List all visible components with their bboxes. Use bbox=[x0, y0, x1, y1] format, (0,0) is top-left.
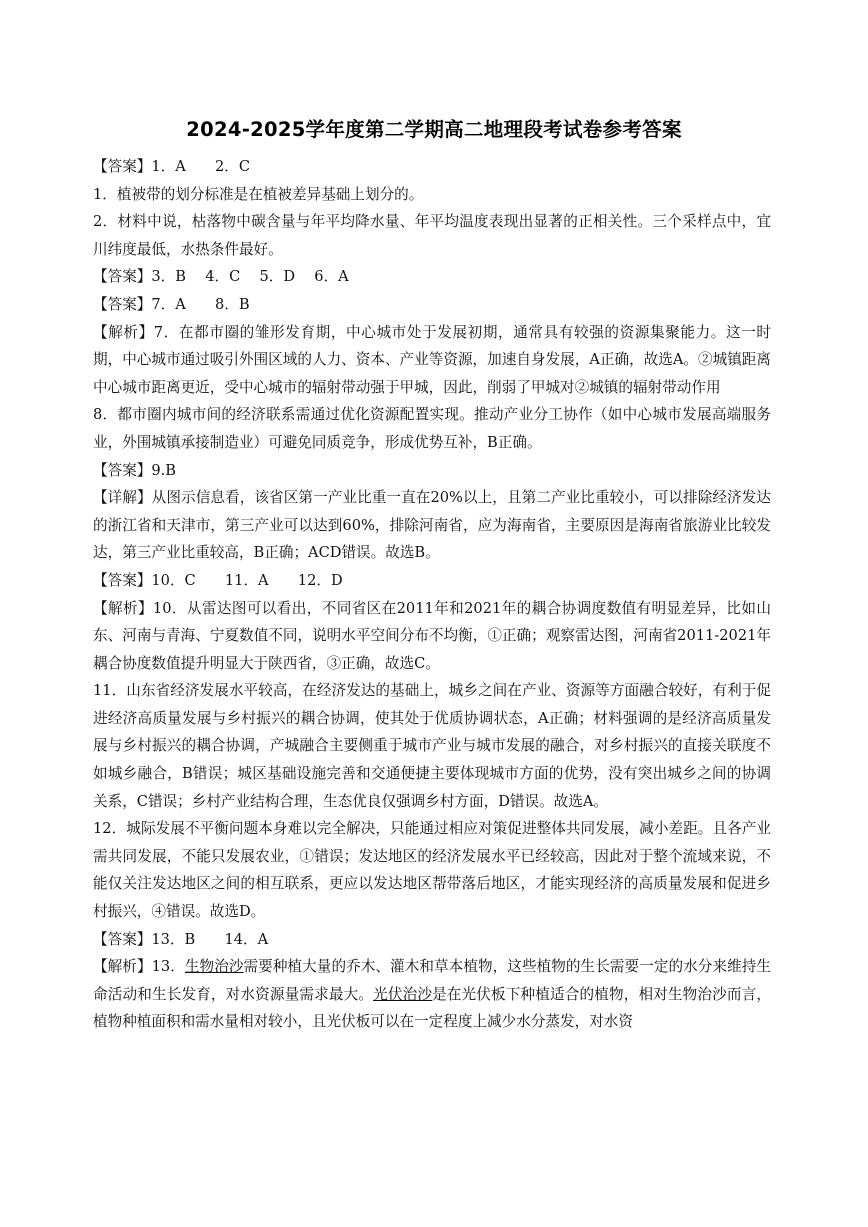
analysis-paragraph-last bbox=[93, 953, 771, 1036]
underlined-term: 光伏治沙 bbox=[373, 985, 433, 1003]
analysis-text: 需要种植大量的乔木、灌木和草本植物，这些植物的生长需要一定的水分来维持生命活动和生长发育，对水资源量需求最大。 bbox=[93, 958, 771, 1003]
analysis-paragraph: 【详解】从图示信息看，该省区第一产业比重一直在20%以上，且第二产业比重较小，可以排除经济发达的浙江省和天津市，第三产业可以达到60%，排除河南省，应为海南省，主要原因是海南省旅游业比较发达，第三产业比重较高，B正确；ACD错误。故选B。 bbox=[93, 489, 771, 562]
answer-line: 1．植被带的划分标准是在植被差异基础上划分的。 bbox=[93, 185, 424, 203]
analysis-text: 是在光伏板下种植适合的植物，相对生物治沙而言，植物种植面积和需水量相对较小，且光伏板可以在一定程度上减少水分蒸发，对水资 bbox=[93, 985, 771, 1031]
analysis-paragraph: 【解析】7．在都市圈的雏形发育期，中心城市处于发展初期，通常具有较强的资源集聚能力。这一时期，中心城市通过吸引外围区域的人力、资本、产业等资源，加速自身发展，A正确，故选A。②城镇距离中心城市距离更近，受中心城市的辐射带动强于甲城，因此，削弱了甲城对②城镇的辐射带动作用 bbox=[93, 323, 771, 396]
answer-line: 【答案】10．C 11．A 12．D bbox=[93, 571, 343, 589]
answer-line: 【答案】13．B 14．A bbox=[93, 930, 269, 948]
analysis-paragraph: 12．城际发展不平衡问题本身难以完全解决，只能通过相应对策促进整体共同发展，减小差距。且各产业需共同发展，不能只发展农业，①错误；发达地区的经济发展水平已经较高，因此对于整个流域来说，不能仅关注发达地区之间的相互联系，更应以发达地区帮带落后地区，才能实现经济的高质量发展和促进乡村振兴，④错误。故选D。 bbox=[93, 820, 771, 921]
analysis-paragraph: 11．山东省经济发展水平较高，在经济发达的基础上，城乡之间在产业、资源等方面融合较好，有利于促进经济高质量发展与乡村振兴的耦合协调，使其处于优质协调状态，A正确；材料强调的是经济高质量发展与乡村振兴的耦合协调，产城融合主要侧重于城市产业与城市发展的融合，对乡村振兴的直接关联度不如城乡融合，B错误；城区基础设施完善和交通便捷主要体现城市方面的优势，没有突出城乡之间的协调关系，C错误；乡村产业结构合理，生态优良仅强调乡村方面，D错误。故选A。 bbox=[93, 682, 771, 810]
answer-line: 2．材料中说，枯落物中碳含量与年平均降水量、年平均温度表现出显著的正相关性。三个采样点中，宜川纬度最低，水热条件最好。 bbox=[93, 213, 771, 258]
analysis-paragraph: 【解析】10．从雷达图可以看出，不同省区在2011年和2021年的耦合协调度数值有明显差异，比如山东、河南与青海、宁夏数值不同，说明水平空间分布不均衡，①正确；观察雷达图，河南省2011-2021年耦合协度数值提升明显大于陕西省，③正确，故选C。 bbox=[93, 599, 771, 672]
answer-line: 【答案】3．B 4．C 5．D 6．A bbox=[93, 268, 349, 286]
page-title: 2024-2025学年度第二学期高二地理段考试卷参考答案 bbox=[186, 118, 682, 141]
answer-content bbox=[93, 153, 771, 1036]
answer-line: 【答案】1．A 2．C bbox=[93, 158, 251, 175]
answer-line: 【答案】7．A 8．B bbox=[93, 295, 250, 313]
underlined-term: 生物治沙 bbox=[184, 958, 244, 976]
answer-line: 【答案】9.B bbox=[93, 461, 177, 479]
analysis-paragraph: 8．都市圈内城市间的经济联系需通过优化资源配置实现。推动产业分工协作（如中心城市发展高端服务业，外围城镇承接制造业）可避免同质竞争，形成优势互补，B正确。 bbox=[93, 406, 771, 451]
analysis-label: 【解析】13． bbox=[93, 958, 185, 976]
